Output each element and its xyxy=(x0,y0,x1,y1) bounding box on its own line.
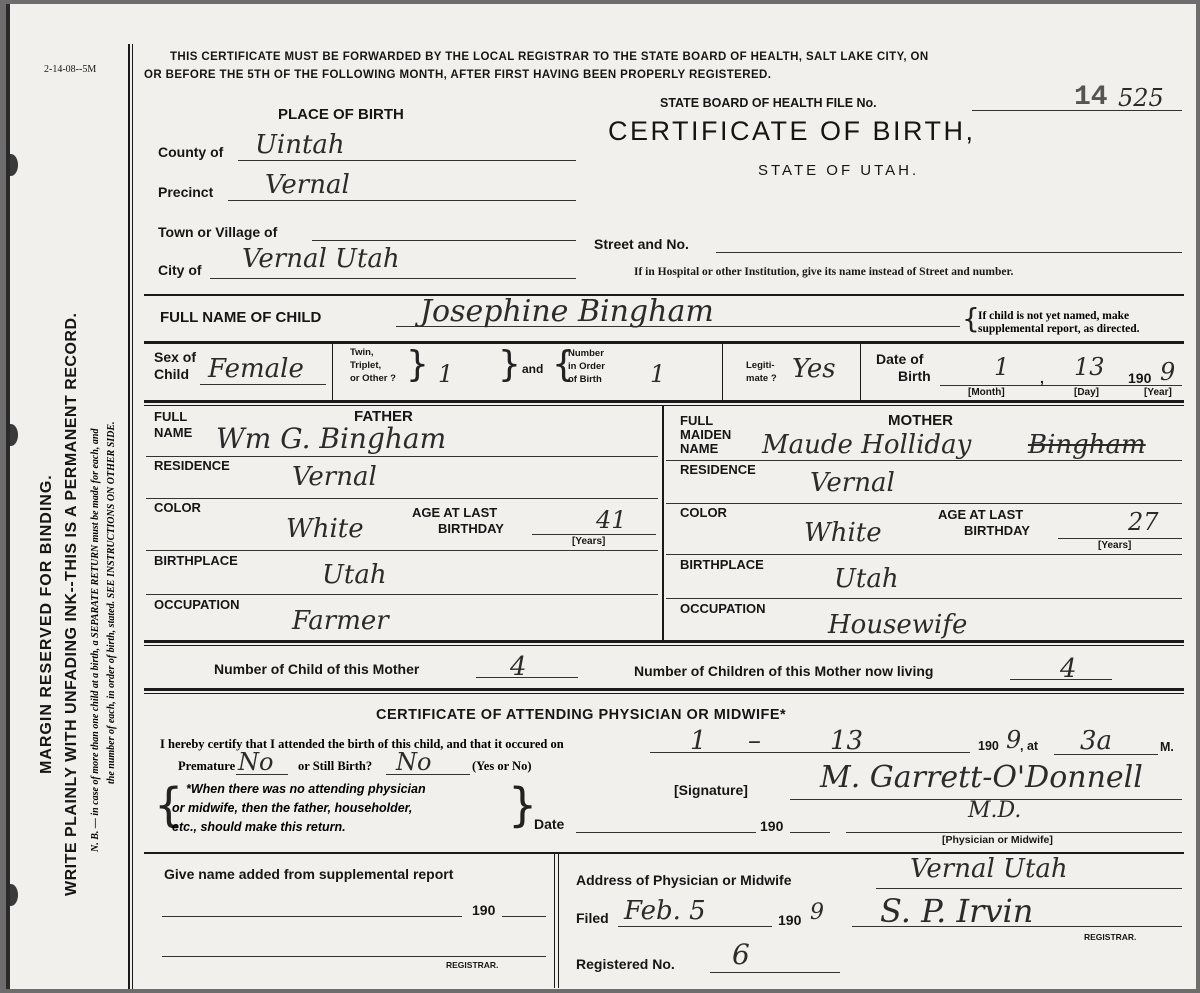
mother-color-label: COLOR xyxy=(680,505,727,520)
twin-value: 1 xyxy=(438,360,454,388)
physician-address-label: Address of Physician or Midwife xyxy=(576,872,792,888)
twin-label-line-1: Twin, xyxy=(350,347,374,358)
twin-label-line-3: or Other ? xyxy=(350,373,396,384)
mother-occupation-value: Housewife xyxy=(828,610,968,640)
filed-label: Filed xyxy=(576,910,609,926)
precinct-label: Precinct xyxy=(158,184,214,200)
mother-name-struck: Bingham xyxy=(1028,430,1146,460)
attended-birth-day: 13 xyxy=(830,726,864,756)
registered-number-label: Registered No. xyxy=(576,956,675,972)
attended-year-written: 9 xyxy=(1006,726,1022,754)
child-number-label: Number of Child of this Mother xyxy=(214,661,420,677)
father-years-caption: [Years] xyxy=(572,536,606,547)
father-age-label-line-2: BIRTHDAY xyxy=(438,521,504,536)
dob-label-line-2: Birth xyxy=(898,368,931,384)
date-label: Date xyxy=(534,816,565,832)
dob-label-line-1: Date of xyxy=(876,351,924,367)
filed-date-value: Feb. 5 xyxy=(624,896,706,926)
binding-notice: MARGIN RESERVED FOR BINDING. xyxy=(38,474,55,774)
city-label: City of xyxy=(158,262,202,278)
physician-address-value: Vernal Utah xyxy=(910,854,1068,884)
city-value: Vernal Utah xyxy=(242,244,400,274)
living-children-value: 4 xyxy=(1060,654,1077,684)
father-age-label-line-1: AGE AT LAST xyxy=(412,505,498,520)
sex-value: Female xyxy=(208,354,304,384)
father-color-label: COLOR xyxy=(154,500,201,515)
form-code: 2-14-08--5M xyxy=(44,64,97,75)
mother-age-label-line-1: AGE AT LAST xyxy=(938,507,1024,522)
county-value: Uintah xyxy=(255,130,345,160)
mother-years-caption: [Years] xyxy=(1098,540,1132,551)
signature-label: [Signature] xyxy=(674,782,748,798)
no-physician-note-line-3: etc., should make this return. xyxy=(172,820,346,834)
father-age-value: 41 xyxy=(596,506,627,534)
registrar-caption: REGISTRAR. xyxy=(1084,932,1137,942)
name-note-line-1: If child is not yet named, make xyxy=(978,310,1130,322)
town-label: Town or Village of xyxy=(158,224,278,240)
father-occupation-label: OCCUPATION xyxy=(154,597,240,612)
premature-value: No xyxy=(238,748,274,776)
stillbirth-value: No xyxy=(396,748,432,776)
certificate-subtitle: STATE OF UTAH. xyxy=(758,162,920,179)
birth-certificate: 2-14-08--5M MARGIN RESERVED FOR BINDING. WRITE PLAINLY WITH UNFADING INK--THIS IS A PERMANENT RECORD. N. B. — in case of more than one child at a birth, a SEPARATE RETURN must be made for each, and the number of each, in order of birth, stated. SEE INSTRUCTIONS ON OTHER SIDE. THIS CERTIFICATE MUST BE FORWARDED BY THE LOCAL REGISTRAR TO THE STATE BOARD OF HEALTH, SALT LAKE CITY, ON OR BEFORE THE 5TH OF THE FOLLOWING MONTH, AFTER FIRST HAVING BEEN PROPERLY REGISTERED. STATE BOARD OF HEALTH FILE No. 14 525 CERTIFICATE OF BIRTH, STATE OF UTAH. PLACE OF BIRTH County of Uintah Precinct Vernal Town or Village of City of Vernal Utah Street and No. If in Hospital or other Institution, give its name instead of Street and number. FULL NAME OF CHILD Josephine Bingham { If child is not yet named, make supplemental report, as directed. Sex of Child Female Twin, Triplet, or Other ? } 1 } and { Number in Order of Birth 1 Legiti- mate ? Yes Date of Birth 1 , 13 190 9 [Month] [Day] [Year] FATHER FULL NAME Wm G. Bingham RESIDENCE Vernal COLOR White AGE AT LAST BIRTHDAY 41 [Years] BIRTHPLACE Utah OCCUPATION Farmer MOTHER FULL MAIDEN NAME Maude Holliday Bingham RESIDENCE Vernal COLOR White AGE AT LAST BIRTHDAY 27 [Years] BIRTHPLACE Utah OCCUPATION Housewife Number of Child of this Mother 4 Number of Children of this Mother now living 4 CERTIFICATE OF ATTENDING PHYSICIAN OR MIDWIFE* I hereby certify that I attended the birth of this child, and that it occured on 1 – 13 190 9 , at 3a M. Premature No or Still Birth? No (Yes or No) { *When there was no attending physician or midwife, then the father, householder, etc., should make this return. } [Signature] M. Garrett-O'Donnell M.D. Date 190 [Physician or Midwife] Give name added from supplemental report 190 REGISTRAR. Address of Physician or Midwife Vernal Utah Filed Feb. 5 190 9 S. P. Irvin REGISTRAR. Registered No. 6 xyxy=(6,4,1196,989)
filed-year-printed: 190 xyxy=(778,912,802,928)
date-year-printed: 190 xyxy=(760,818,784,834)
binding-hole xyxy=(6,154,18,176)
nb-note-line-1: N. B. — in case of more than one child at a birth, a SEPARATE RETURN must be made for each, and xyxy=(90,428,101,852)
child-name-value: Josephine Bingham xyxy=(420,294,714,329)
county-label: County of xyxy=(158,144,224,160)
supplement-year: 190 xyxy=(472,902,496,918)
meridiem-label: M. xyxy=(1160,740,1174,754)
physician-signature: M. Garrett-O'Donnell xyxy=(820,760,1143,795)
mother-residence-value: Vernal xyxy=(810,468,895,498)
margin-rule xyxy=(132,44,133,989)
parents-divider xyxy=(662,406,664,642)
file-number-written: 525 xyxy=(1118,84,1164,112)
precinct-value: Vernal xyxy=(265,170,350,200)
order-label-line-3: of Birth xyxy=(568,374,602,385)
supplement-registrar-caption: REGISTRAR. xyxy=(446,960,499,970)
mother-heading: MOTHER xyxy=(888,412,953,429)
mother-age-value: 27 xyxy=(1128,508,1159,536)
mother-age-label-line-2: BIRTHDAY xyxy=(964,523,1030,538)
month-caption: [Month] xyxy=(968,387,1005,398)
mother-birthplace-label: BIRTHPLACE xyxy=(680,557,764,572)
name-note-line-2: supplemental report, as directed. xyxy=(978,323,1140,335)
father-heading: FATHER xyxy=(354,408,413,425)
ink-notice: WRITE PLAINLY WITH UNFADING INK--THIS IS A PERMANENT RECORD. xyxy=(63,312,80,896)
father-name-value: Wm G. Bingham xyxy=(216,422,447,455)
physician-role-caption: [Physician or Midwife] xyxy=(942,834,1053,846)
mother-name-label-line-2: MAIDEN xyxy=(680,427,732,442)
father-name-label-line-2: NAME xyxy=(154,425,193,440)
physician-signature-suffix: M.D. xyxy=(968,798,1022,823)
child-name-label: FULL NAME OF CHILD xyxy=(160,309,322,326)
margin-rule xyxy=(128,44,130,989)
year-caption: [Year] xyxy=(1144,387,1172,398)
living-children-label: Number of Children of this Mother now living xyxy=(634,663,934,679)
at-label: , at xyxy=(1020,739,1039,753)
child-number-value: 4 xyxy=(510,652,527,682)
mother-name-value: Maude Holliday xyxy=(762,430,972,460)
no-physician-note-line-2: or midwife, then the father, householder, xyxy=(172,801,413,815)
twin-label-line-2: Triplet, xyxy=(350,360,382,371)
legitimate-label-line-1: Legiti- xyxy=(746,360,775,371)
mother-color-value: White xyxy=(804,518,882,548)
binding-hole xyxy=(6,884,18,906)
father-occupation-value: Farmer xyxy=(292,606,389,636)
file-number-printed: 14 xyxy=(1074,82,1108,113)
mother-birthplace-value: Utah xyxy=(834,564,899,594)
place-of-birth-heading: PLACE OF BIRTH xyxy=(278,106,404,123)
yes-no-label: (Yes or No) xyxy=(472,759,532,773)
and-label: and xyxy=(522,362,544,376)
order-label-line-2: in Order xyxy=(568,361,605,372)
dob-year-written: 9 xyxy=(1160,358,1176,386)
order-value: 1 xyxy=(650,360,666,388)
file-number-label: STATE BOARD OF HEALTH FILE No. xyxy=(660,96,877,110)
forwarding-notice-line-1: THIS CERTIFICATE MUST BE FORWARDED BY THE LOCAL REGISTRAR TO THE STATE BOARD OF HEALTH, SALT LAKE CITY, ON xyxy=(170,51,929,63)
forwarding-notice-line-2: OR BEFORE THE 5TH OF THE FOLLOWING MONTH, AFTER FIRST HAVING BEEN PROPERLY REGISTERED. xyxy=(144,69,772,81)
attended-birth-dash: – xyxy=(748,726,761,756)
hospital-note: If in Hospital or other Institution, give its name instead of Street and number. xyxy=(634,266,1014,278)
certificate-title: CERTIFICATE OF BIRTH, xyxy=(608,116,976,146)
physician-heading: CERTIFICATE OF ATTENDING PHYSICIAN OR MIDWIFE* xyxy=(376,707,787,723)
day-caption: [Day] xyxy=(1074,387,1100,398)
mother-occupation-label: OCCUPATION xyxy=(680,601,766,616)
stillbirth-label: or Still Birth? xyxy=(298,759,373,773)
order-label-line-1: Number xyxy=(568,348,604,359)
father-birthplace-label: BIRTHPLACE xyxy=(154,553,238,568)
sex-label-line-2: Child xyxy=(154,366,189,382)
legitimate-label-line-2: mate ? xyxy=(746,373,777,384)
father-residence-value: Vernal xyxy=(292,462,377,492)
binding-hole xyxy=(6,424,18,446)
attended-birth-month: 1 xyxy=(690,726,707,756)
father-birthplace-value: Utah xyxy=(322,560,387,590)
dob-month-value: 1 xyxy=(994,353,1010,381)
registrar-signature: S. P. Irvin xyxy=(880,892,1034,930)
nb-note-line-2: the number of each, in order of birth, stated. SEE INSTRUCTIONS ON OTHER SIDE. xyxy=(106,421,117,784)
sex-label-line-1: Sex of xyxy=(154,349,197,365)
certify-text: I hereby certify that I attended the birth of this child, and that it occured on xyxy=(160,737,564,751)
father-name-label-line-1: FULL xyxy=(154,409,188,424)
mother-name-label-line-3: NAME xyxy=(680,441,719,456)
father-residence-label: RESIDENCE xyxy=(154,458,230,473)
father-color-value: White xyxy=(286,514,364,544)
registered-number-value: 6 xyxy=(732,938,750,971)
legitimate-value: Yes xyxy=(792,354,836,384)
premature-label: Premature xyxy=(178,759,236,773)
supplement-heading: Give name added from supplemental report xyxy=(164,866,454,882)
street-label: Street and No. xyxy=(594,236,689,252)
dob-day-value: 13 xyxy=(1074,353,1105,381)
birth-time-value: 3a xyxy=(1080,726,1113,756)
dob-year-printed: 190 xyxy=(1128,370,1152,386)
mother-residence-label: RESIDENCE xyxy=(680,462,756,477)
filed-year-written: 9 xyxy=(810,900,824,925)
no-physician-note-line-1: *When there was no attending physician xyxy=(186,782,426,796)
attended-year-printed: 190 xyxy=(978,739,999,753)
mother-name-label-line-1: FULL xyxy=(680,413,714,428)
